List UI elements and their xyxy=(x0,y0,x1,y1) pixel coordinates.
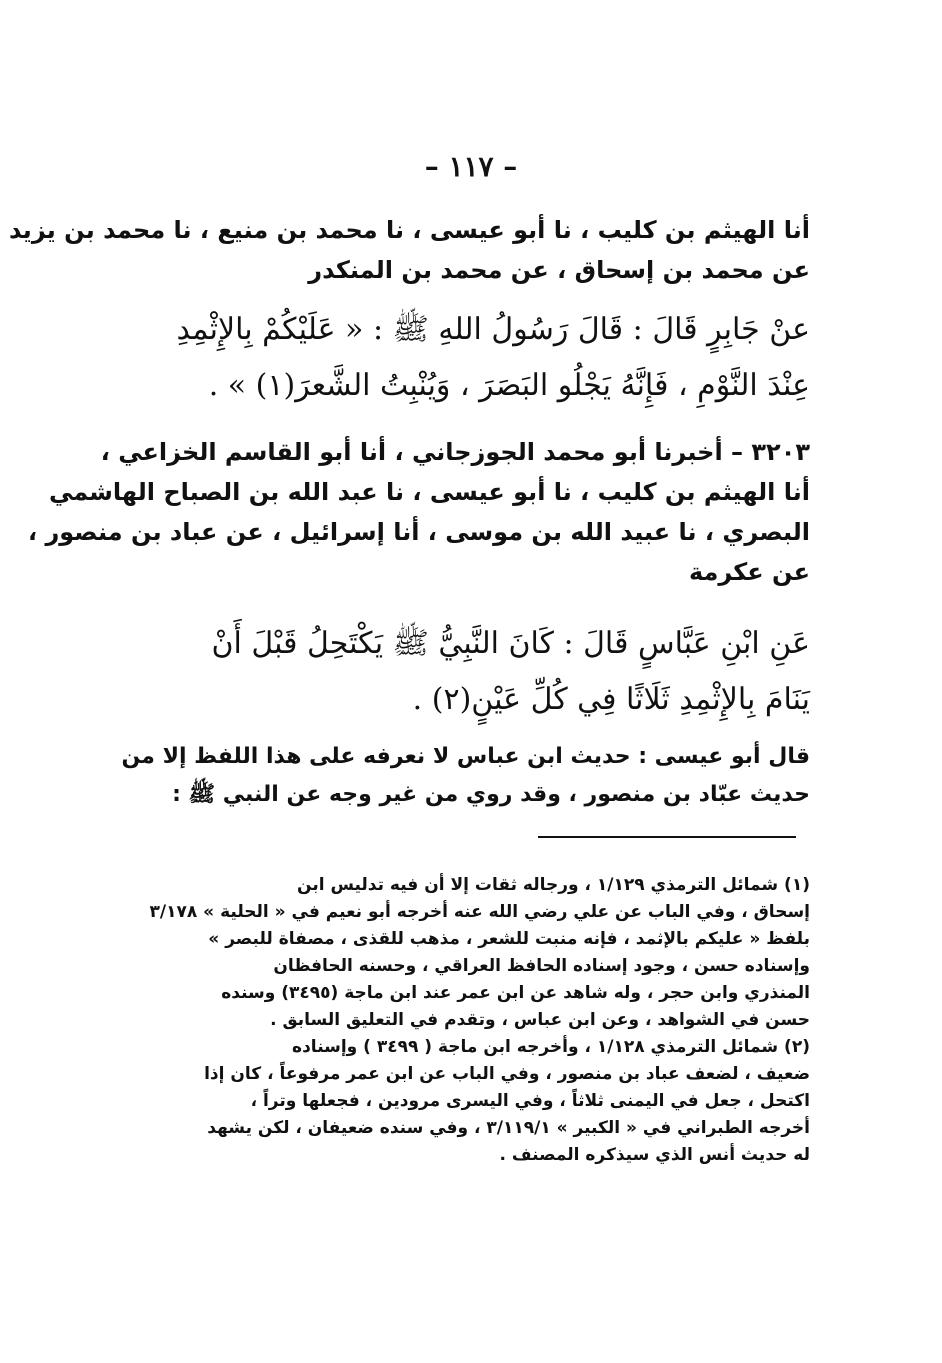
footnote-line: (٢) شمائل الترمذي ١/١٢٨ ، وأخرجه ابن ماجة ( ٣٤٩٩ ) وإسناده xyxy=(292,1037,810,1057)
hadith-2-matn xyxy=(150,616,810,728)
abu-isa-comment xyxy=(121,738,810,814)
matn-line: يَنَامَ بِالإِثْمِدِ ثَلَاثًا فِي كُلِّ عَيْنٍ(٢) . xyxy=(412,682,810,717)
hadith-1-matn xyxy=(150,302,810,414)
footnote-line: وإسناده حسن ، وجود إسناده الحافظ العراقي ، وحسنه الحافظان xyxy=(273,956,810,976)
page-number: – ١١٧ – xyxy=(424,150,518,183)
matn-line: عنْ جَابِرٍ قَالَ : قَالَ رَسُولُ اللهِ ﷺ : « عَلَيْكُمْ بِالإِثْمِدِ xyxy=(176,312,810,347)
footnote-line: اكتحل ، جعل في اليمنى ثلاثاً ، وفي اليسرى مرودين ، فجعلها وتراً ، xyxy=(250,1091,810,1111)
footnote-line: ضعيف ، لضعف عباد بن منصور ، وفي الباب عن ابن عمر مرفوعاً ، كان إذا xyxy=(204,1064,810,1084)
footnote-line: حسن في الشواهد ، وعن ابن عباس ، وتقدم في التعليق السابق . xyxy=(270,1010,810,1030)
footnote-line: إسحاق ، وفي الباب عن علي رضي الله عنه أخرجه أبو نعيم في « الحلية » ٣/١٧٨ xyxy=(149,902,810,922)
isnad-line: أنا الهيثم بن كليب ، نا أبو عيسى ، نا محمد بن منيع ، نا محمد بن يزيد xyxy=(8,216,810,244)
footnote-line: أخرجه الطبراني في « الكبير » ٣/١١٩/١ ، وفي سنده ضعيفان ، لكن يشهد xyxy=(207,1118,810,1138)
footnote-line: المنذري وابن حجر ، وله شاهد عن ابن عمر عند ابن ماجة (٣٤٩٥) وسنده xyxy=(221,983,810,1003)
footnote-line: له حديث أنس الذي سيذكره المصنف . xyxy=(499,1145,810,1165)
footnote-divider xyxy=(538,836,796,838)
isnad-line: عن محمد بن إسحاق ، عن محمد بن المنكدر xyxy=(308,256,810,284)
comment-line: حديث عبّاد بن منصور ، وقد روي من غير وجه عن النبي ﷺ : xyxy=(172,782,810,807)
isnad-line: البصري ، نا عبيد الله بن موسى ، أنا إسرائيل ، عن عباد بن منصور ، xyxy=(27,518,810,546)
isnad-line: ٣٢٠٣ – أخبرنا أبو محمد الجوزجاني ، أنا أبو القاسم الخزاعي ، xyxy=(100,438,810,466)
matn-line: عِنْدَ النَّوْمِ ، فَإِنَّهُ يَجْلُو البَصَرَ ، وَيُنْبِتُ الشَّعرَ(١) » . xyxy=(208,368,810,403)
footnote-line: (١) شمائل الترمذي ١/١٢٩ ، ورجاله ثقات إلا أن فيه تدليس ابن xyxy=(297,875,810,895)
hadith-1-isnad xyxy=(8,210,810,290)
footnote-line: بلفظ « عليكم بالإثمد ، فإنه منبت للشعر ، مذهب للقذى ، مصفاة للبصر » xyxy=(208,929,810,949)
isnad-line: عن عكرمة xyxy=(688,558,810,586)
footnotes xyxy=(150,872,810,1169)
hadith-2-isnad xyxy=(27,432,810,592)
comment-line: قال أبو عيسى : حديث ابن عباس لا نعرفه على هذا اللفظ إلا من xyxy=(121,744,810,769)
isnad-line: أنا الهيثم بن كليب ، نا أبو عيسى ، نا عبد الله بن الصباح الهاشمي xyxy=(48,478,810,506)
matn-line: عَنِ ابْنِ عَبَّاسٍ قَالَ : كَانَ النَّبِيُّ ﷺ يَكْتَحِلُ قَبْلَ أَنْ xyxy=(211,626,810,661)
